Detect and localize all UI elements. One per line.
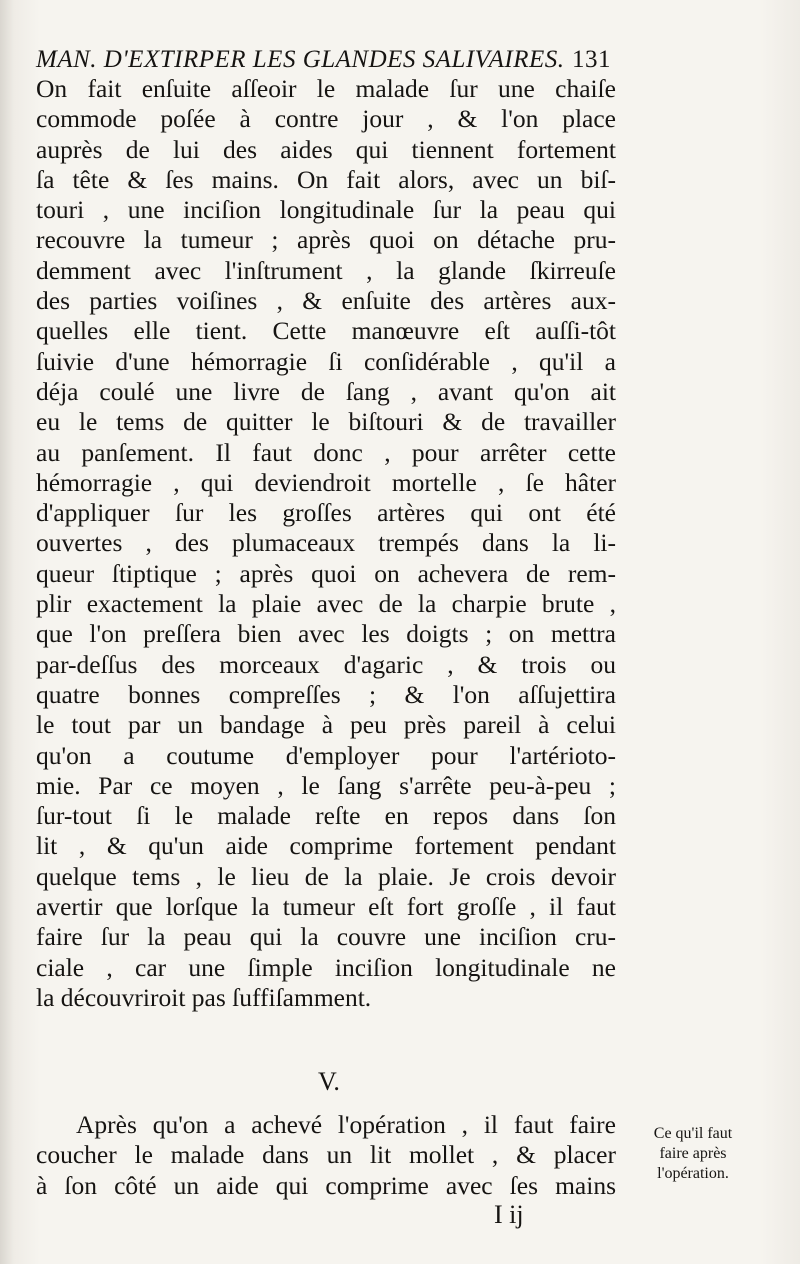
text-line: ſuivie d'une hémorragie ſi conſidérable , qu'il a	[36, 346, 616, 376]
text-line: plir exactement la plaie avec de la charpie brute ,	[36, 589, 616, 619]
text-line: ſa tête & ſes mains. On fait alors, avec un biſ-	[36, 164, 616, 194]
text-line: par-deſſus des morceaux d'agaric , & trois ou	[36, 649, 616, 679]
text-line: eu le tems de quitter le biſtouri & de travailler	[36, 407, 616, 437]
text-line: mie. Par ce moyen , le ſang s'arrête peu-à-peu ;	[36, 770, 616, 800]
running-title: MAN. D'EXTIRPER LES GLANDES SALIVAIRES.	[36, 46, 565, 73]
page-number: 131	[572, 46, 611, 73]
text-line: qu'on a coutume d'employer pour l'artérioto-	[36, 740, 616, 770]
text-line: ſur-tout ſi le malade reſte en repos dans ſon	[36, 801, 616, 831]
text-line: ouvertes , des plumaceaux trempés dans la li-	[36, 528, 616, 558]
text-line: lit , & qu'un aide comprime fortement pendant	[36, 831, 616, 861]
margin-note-line: l'opération.	[657, 1165, 729, 1182]
text-line: d'appliquer ſur les groſſes artères qui ont été	[36, 498, 616, 528]
text-line: quelles elle tient. Cette manœuvre eſt auſſi-tôt	[36, 316, 616, 346]
margin-note-line: Ce qu'il faut	[653, 1125, 733, 1142]
main-paragraph	[36, 74, 616, 1013]
section-number: V.	[318, 1067, 340, 1096]
text-line: quelque tems , le lieu de la plaie. Je crois devoir	[36, 861, 616, 891]
text-line: hémorragie , qui deviendroit mortelle , ſe hâter	[36, 467, 616, 497]
text-line: la découvriroit pas ſuffiſamment.	[36, 982, 372, 1012]
text-line: que l'on preſſera bien avec les doigts ; on mettra	[36, 619, 616, 649]
text-line: à ſon côté un aide qui comprime avec ſes mains	[36, 1170, 616, 1200]
signature-mark: I ij	[494, 1200, 524, 1229]
margin-note-line: faire après	[659, 1145, 727, 1162]
text-line: ciale , car une ſimple inciſion longitudinale ne	[36, 952, 616, 982]
text-line: touri , une inciſion longitudinale ſur la peau qui	[36, 195, 616, 225]
text-line: déja coulé une livre de ſang , avant qu'on ait	[36, 376, 616, 406]
text-line: avertir que lorſque la tumeur eſt fort groſſe , il faut	[36, 892, 616, 922]
text-line: auprès de lui des aides qui tiennent fortement	[36, 134, 616, 164]
text-line: faire ſur la peau qui la couvre une inciſion cru-	[36, 922, 616, 952]
text-line: queur ſtiptique ; après quoi on achevera de rem-	[36, 558, 616, 588]
section-paragraph	[36, 1110, 616, 1201]
margin-note	[628, 1124, 758, 1184]
text-line: quatre bonnes compreſſes ; & l'on aſſujettira	[36, 679, 616, 709]
text-line: Après qu'on a achevé l'opération , il faut faire	[76, 1110, 616, 1139]
text-line: au panſement. Il faut donc , pour arrêter cette	[36, 437, 616, 467]
text-line: demment avec l'inſtrument , la glande ſkirreuſe	[36, 255, 616, 285]
text-line: recouvre la tumeur ; après quoi on détache pru-	[36, 225, 616, 255]
text-line: On fait enſuite aſſeoir le malade ſur une chaiſe	[36, 74, 616, 103]
text-line: coucher le malade dans un lit mollet , & placer	[36, 1140, 616, 1170]
text-line: commode poſée à contre jour , & l'on place	[36, 104, 616, 134]
text-line: des parties voiſines , & enſuite des artères aux-	[36, 286, 616, 316]
text-line: le tout par un bandage à peu près pareil à celui	[36, 710, 616, 740]
